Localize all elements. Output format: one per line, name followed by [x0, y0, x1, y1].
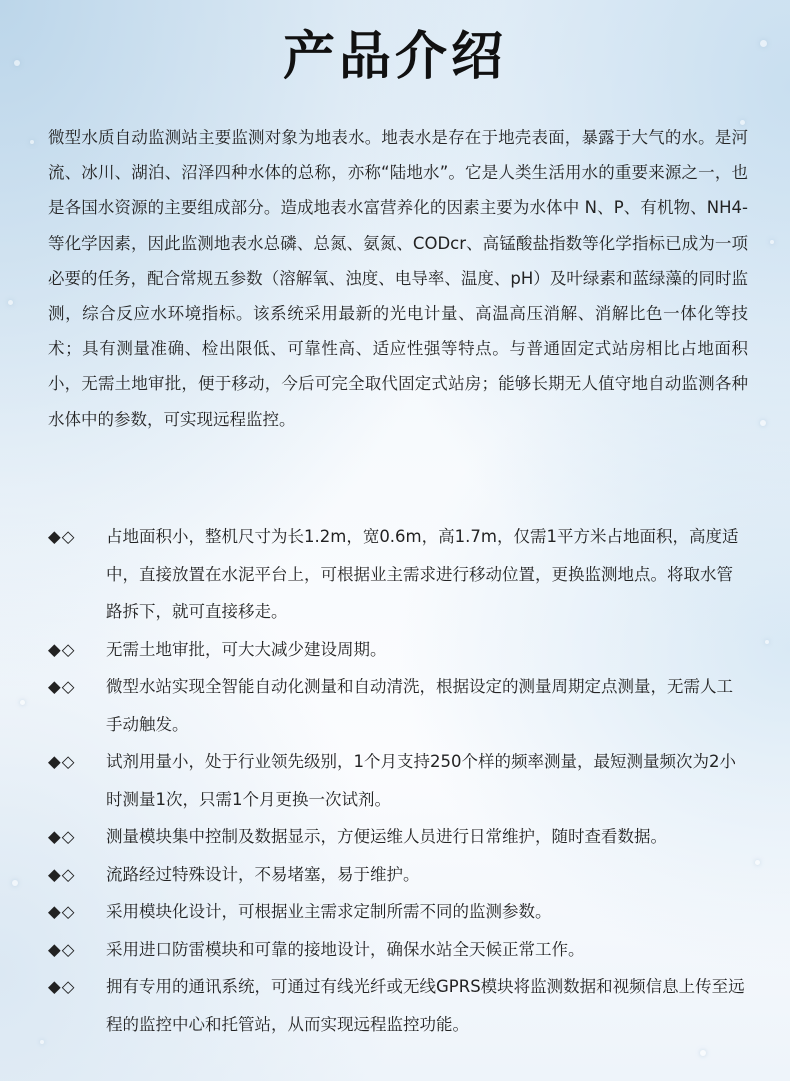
- diamond-bullet-icon: ◆◇: [48, 977, 76, 996]
- feature-item: [48, 893, 748, 931]
- diamond-bullet-icon: ◆◇: [48, 527, 76, 546]
- feature-item: [48, 743, 748, 818]
- feature-text: 测量模块集中控制及数据显示，方便运维人员进行日常维护，随时查看数据。: [106, 827, 667, 846]
- feature-item: [48, 968, 748, 1043]
- intro-paragraph: 微型水质自动监测站主要监测对象为地表水。地表水是存在于地壳表面，暴露于大气的水。是河流、冰川、湖泊、沼泽四种水体的总称，亦称“陆地水”。它是人类生活用水的重要来源之一，也是各国水资源的主要组成部分。造成地表水富营养化的因素主要为水体中 N、P、有机物、NH4-等化学因素，因此监测地表水总磷、总氮、氨氮、CODcr、高锰酸盐指数等化学指标已成为一项必要的任务，配合常规五参数（溶解氧、浊度、电导率、温度、pH）及叶绿素和蓝绿藻的同时监测，综合反应水环境指标。该系统采用最新的光电计量、高温高压消解、消解比色一体化等技术；具有测量准确、检出限低、可靠性高、适应性强等特点。与普通固定式站房相比占地面积小，无需土地审批，便于移动，今后可完全取代固定式站房；能够长期无人值守地自动监测各种水体中的参数，可实现远程监控。: [48, 128, 748, 429]
- diamond-bullet-icon: ◆◇: [48, 902, 76, 921]
- page-title: 产品介绍: [282, 26, 507, 87]
- feature-item: [48, 856, 748, 894]
- feature-item: [48, 668, 748, 743]
- diamond-bullet-icon: ◆◇: [48, 864, 76, 884]
- feature-text: 微型水站实现全智能自动化测量和自动清洗，根据设定的测量周期定点测量，无需人工手动触发。: [106, 677, 733, 734]
- feature-text: 拥有专用的通讯系统，可通过有线光纤或无线GPRS模块将监测数据和视频信息上传至远程的监控中心和托管站，从而实现远程监控功能。: [106, 977, 745, 1034]
- feature-list: [48, 518, 748, 1043]
- feature-item: [48, 818, 748, 856]
- diamond-bullet-icon: ◆◇: [48, 939, 76, 959]
- diamond-bullet-icon: ◆◇: [48, 752, 76, 771]
- feature-text: 试剂用量小，处于行业领先级别，1个月支持250个样的频率测量，最短测量频次为2小时测量1次，只需1个月更换一次试剂。: [106, 752, 736, 809]
- feature-item: [48, 518, 748, 631]
- feature-text: 采用进口防雷模块和可靠的接地设计，确保水站全天候正常工作。: [106, 939, 585, 959]
- feature-item: [48, 931, 748, 969]
- diamond-bullet-icon: ◆◇: [48, 639, 76, 659]
- diamond-bullet-icon: ◆◇: [48, 827, 76, 846]
- feature-text: 采用模块化设计，可根据业主需求定制所需不同的监测参数。: [106, 902, 552, 921]
- feature-item: [48, 631, 748, 669]
- diamond-bullet-icon: ◆◇: [48, 677, 76, 696]
- feature-text: 占地面积小，整机尺寸为长1.2m，宽0.6m，高1.7m，仅需1平方米占地面积，高度适中，直接放置在水泥平台上，可根据业主需求进行移动位置，更换监测地点。将取水管路拆下，就可直接移走。: [106, 527, 739, 621]
- feature-text: 流路经过特殊设计，不易堵塞，易于维护。: [106, 864, 420, 884]
- feature-text: 无需土地审批，可大大减少建设周期。: [106, 639, 387, 659]
